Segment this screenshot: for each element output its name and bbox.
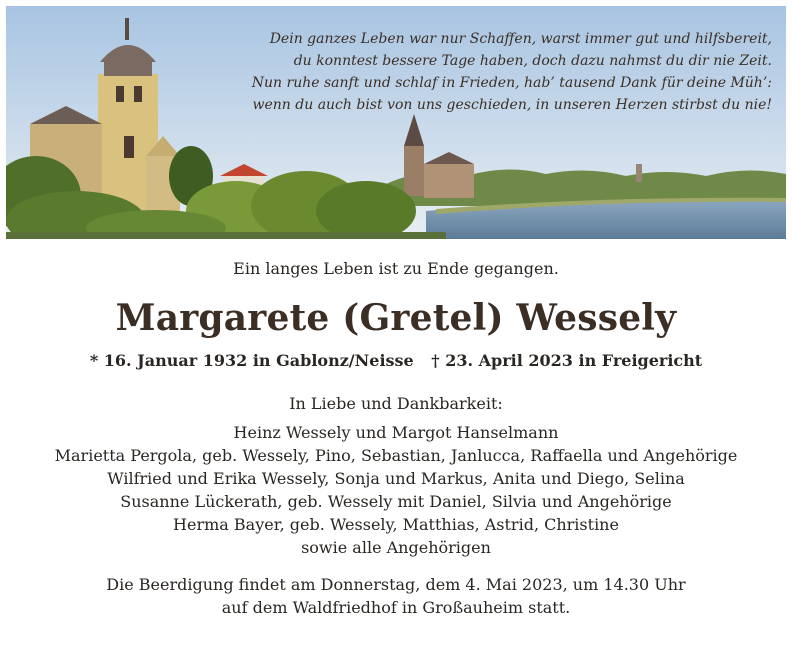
memorial-poem bbox=[212, 28, 772, 116]
funeral-line: auf dem Waldfriedhof in Großauheim statt. bbox=[221, 598, 571, 617]
funeral-info bbox=[0, 573, 792, 619]
life-dates bbox=[0, 351, 792, 370]
mourners-list bbox=[0, 421, 792, 559]
poem-line: wenn du auch bist von uns geschieden, in unseren Herzen stirbst du nie! bbox=[252, 97, 772, 113]
intro-text: Ein langes Leben ist zu Ende gegangen. bbox=[233, 259, 559, 278]
landscape-photo bbox=[6, 6, 786, 239]
deceased-name: Margarete (Gretel) Wessely bbox=[115, 297, 677, 339]
poem-line: du konntest bessere Tage haben, doch dazu nahmst du dir nie Zeit. bbox=[293, 53, 772, 69]
mourner-line: Heinz Wessely und Margot Hanselmann bbox=[233, 423, 559, 442]
mourner-line: Wilfried und Erika Wessely, Sonja und Markus, Anita und Diego, Selina bbox=[107, 469, 685, 488]
poem-line: Nun ruhe sanft und schlaf in Frieden, hab’ tausend Dank für deine Müh’: bbox=[251, 75, 772, 91]
mourner-line: Herma Bayer, geb. Wessely, Matthias, Astrid, Christine bbox=[173, 515, 619, 534]
funeral-line: Die Beerdigung findet am Donnerstag, dem 4. Mai 2023, um 14.30 Uhr bbox=[106, 575, 686, 594]
mourner-line: Marietta Pergola, geb. Wessely, Pino, Sebastian, Janlucca, Raffaella und Angehörige bbox=[54, 446, 738, 465]
mourner-line: Susanne Lückerath, geb. Wessely mit Daniel, Silvia und Angehörige bbox=[120, 492, 672, 511]
poem-line: Dein ganzes Leben war nur Schaffen, warst immer gut und hilfsbereit, bbox=[269, 31, 772, 47]
death-date: † 23. April 2023 in Freigericht bbox=[431, 351, 703, 370]
gratitude-line: In Liebe und Dankbarkeit: bbox=[289, 394, 503, 413]
birth-date: * 16. Januar 1932 in Gablonz/Neisse bbox=[89, 351, 414, 370]
mourner-line: sowie alle Angehörigen bbox=[301, 538, 491, 557]
